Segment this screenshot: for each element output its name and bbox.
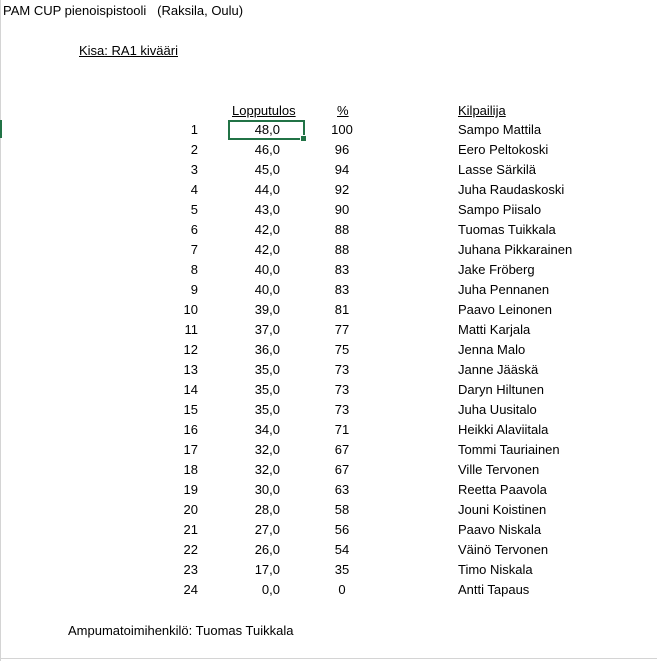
percent-cell[interactable]: 75 bbox=[334, 342, 350, 357]
rank-cell[interactable]: 6 bbox=[190, 222, 198, 237]
table-row bbox=[0, 340, 657, 360]
header-percent[interactable]: % bbox=[337, 103, 349, 118]
name-cell[interactable]: Juha Pennanen bbox=[458, 282, 550, 297]
table-row bbox=[0, 560, 657, 580]
event-label[interactable]: Kisa: RA1 kivääri bbox=[79, 43, 178, 58]
table-row bbox=[0, 320, 657, 340]
table-row bbox=[0, 200, 657, 220]
score-cell[interactable]: 39,0 bbox=[254, 302, 280, 317]
score-cell[interactable]: 17,0 bbox=[254, 562, 280, 577]
percent-cell[interactable]: 67 bbox=[334, 462, 350, 477]
rank-cell[interactable]: 12 bbox=[183, 342, 198, 357]
rank-cell[interactable]: 16 bbox=[183, 422, 198, 437]
name-cell[interactable]: Juha Raudaskoski bbox=[458, 182, 565, 197]
table-row bbox=[0, 540, 657, 560]
score-cell[interactable]: 35,0 bbox=[254, 382, 280, 397]
name-cell[interactable]: Jouni Koistinen bbox=[458, 502, 547, 517]
score-cell[interactable]: 35,0 bbox=[254, 362, 280, 377]
rank-cell[interactable]: 11 bbox=[184, 322, 198, 337]
rank-cell[interactable]: 9 bbox=[190, 282, 198, 297]
score-cell[interactable]: 35,0 bbox=[254, 402, 280, 417]
score-cell[interactable]: 30,0 bbox=[254, 482, 280, 497]
name-cell[interactable]: Juha Uusitalo bbox=[458, 402, 537, 417]
score-cell[interactable]: 40,0 bbox=[254, 282, 280, 297]
percent-cell[interactable]: 77 bbox=[334, 322, 350, 337]
score-cell[interactable]: 26,0 bbox=[254, 542, 280, 557]
rank-cell[interactable]: 8 bbox=[190, 262, 198, 277]
score-cell[interactable]: 32,0 bbox=[254, 462, 280, 477]
header-score[interactable]: Lopputulos bbox=[232, 103, 296, 118]
name-cell[interactable]: Paavo Leinonen bbox=[458, 302, 552, 317]
rank-cell[interactable]: 10 bbox=[183, 302, 198, 317]
sheet-bottom-border bbox=[0, 658, 657, 659]
rank-cell[interactable]: 1 bbox=[190, 122, 198, 137]
rank-cell[interactable]: 2 bbox=[190, 142, 198, 157]
rank-cell[interactable]: 14 bbox=[183, 382, 198, 397]
percent-cell[interactable]: 73 bbox=[334, 402, 350, 417]
header-name[interactable]: Kilpailija bbox=[458, 103, 506, 118]
table-row bbox=[0, 400, 657, 420]
table-row bbox=[0, 180, 657, 200]
table-row bbox=[0, 520, 657, 540]
rank-cell[interactable]: 22 bbox=[183, 542, 198, 557]
score-cell[interactable]: 45,0 bbox=[254, 162, 280, 177]
name-cell[interactable]: Lasse Särkilä bbox=[458, 162, 537, 177]
name-cell[interactable]: Eero Peltokoski bbox=[458, 142, 549, 157]
table-row bbox=[0, 240, 657, 260]
name-cell[interactable]: Tommi Tauriainen bbox=[458, 442, 560, 457]
score-cell[interactable]: 40,0 bbox=[254, 262, 280, 277]
percent-cell[interactable]: 71 bbox=[334, 422, 350, 437]
rank-cell[interactable]: 21 bbox=[183, 522, 198, 537]
table-row bbox=[0, 420, 657, 440]
score-cell[interactable]: 48,0 bbox=[254, 122, 280, 137]
percent-cell[interactable]: 63 bbox=[334, 482, 350, 497]
percent-cell[interactable]: 100 bbox=[331, 122, 353, 137]
official-footer[interactable]: Ampumatoimihenkilö: Tuomas Tuikkala bbox=[68, 623, 294, 638]
rank-cell[interactable]: 20 bbox=[183, 502, 198, 517]
percent-cell[interactable]: 81 bbox=[334, 302, 350, 317]
table-row bbox=[0, 220, 657, 240]
rank-cell[interactable]: 19 bbox=[183, 482, 198, 497]
name-cell[interactable]: Janne Jääskä bbox=[458, 362, 539, 377]
percent-cell[interactable]: 83 bbox=[334, 262, 350, 277]
percent-cell[interactable]: 0 bbox=[338, 582, 346, 597]
table-row bbox=[0, 260, 657, 280]
table-row bbox=[0, 380, 657, 400]
name-cell[interactable]: Heikki Alaviitala bbox=[458, 422, 549, 437]
rank-cell[interactable]: 5 bbox=[190, 202, 198, 217]
rank-cell[interactable]: 4 bbox=[190, 182, 198, 197]
score-cell[interactable]: 43,0 bbox=[254, 202, 280, 217]
score-cell[interactable]: 46,0 bbox=[254, 142, 280, 157]
name-cell[interactable]: Daryn Hiltunen bbox=[458, 382, 544, 397]
table-row bbox=[0, 120, 657, 140]
percent-cell[interactable]: 56 bbox=[334, 522, 350, 537]
name-cell[interactable]: Sampo Mattila bbox=[458, 122, 542, 137]
percent-cell[interactable]: 88 bbox=[334, 242, 350, 257]
score-cell[interactable]: 0,0 bbox=[261, 582, 280, 597]
rank-cell[interactable]: 23 bbox=[183, 562, 198, 577]
name-cell[interactable]: Väinö Tervonen bbox=[458, 542, 549, 557]
rank-cell[interactable]: 17 bbox=[183, 442, 198, 457]
name-cell[interactable]: Sampo Piisalo bbox=[458, 202, 542, 217]
score-cell[interactable]: 34,0 bbox=[254, 422, 280, 437]
table-row bbox=[0, 140, 657, 160]
name-cell[interactable]: Jenna Malo bbox=[458, 342, 526, 357]
percent-cell[interactable]: 58 bbox=[334, 502, 350, 517]
percent-cell[interactable]: 90 bbox=[334, 202, 350, 217]
percent-cell[interactable]: 54 bbox=[334, 542, 350, 557]
table-row bbox=[0, 580, 657, 600]
table-row bbox=[0, 280, 657, 300]
percent-cell[interactable]: 96 bbox=[334, 142, 350, 157]
results-table bbox=[0, 120, 657, 600]
percent-cell[interactable]: 88 bbox=[334, 222, 350, 237]
score-cell[interactable]: 36,0 bbox=[254, 342, 280, 357]
name-cell[interactable]: Paavo Niskala bbox=[458, 522, 542, 537]
name-cell[interactable]: Tuomas Tuikkala bbox=[458, 222, 556, 237]
table-row bbox=[0, 160, 657, 180]
sheet-title[interactable]: PAM CUP pienoispistooli (Raksila, Oulu) bbox=[3, 3, 244, 18]
name-cell[interactable]: Ville Tervonen bbox=[458, 462, 540, 477]
percent-cell[interactable]: 35 bbox=[334, 562, 350, 577]
percent-cell[interactable]: 67 bbox=[334, 442, 350, 457]
rank-cell[interactable]: 18 bbox=[183, 462, 198, 477]
rank-cell[interactable]: 13 bbox=[183, 362, 198, 377]
percent-cell[interactable]: 94 bbox=[334, 162, 350, 177]
table-row bbox=[0, 360, 657, 380]
table-row bbox=[0, 480, 657, 500]
score-cell[interactable]: 42,0 bbox=[254, 222, 280, 237]
percent-cell[interactable]: 92 bbox=[334, 182, 350, 197]
percent-cell[interactable]: 83 bbox=[334, 282, 350, 297]
score-cell[interactable]: 28,0 bbox=[254, 502, 280, 517]
table-row bbox=[0, 500, 657, 520]
score-cell[interactable]: 42,0 bbox=[254, 242, 280, 257]
score-cell[interactable]: 27,0 bbox=[254, 522, 280, 537]
name-cell[interactable]: Matti Karjala bbox=[458, 322, 531, 337]
score-cell[interactable]: 37,0 bbox=[254, 322, 280, 337]
score-cell[interactable]: 32,0 bbox=[254, 442, 280, 457]
name-cell[interactable]: Timo Niskala bbox=[458, 562, 533, 577]
rank-cell[interactable]: 3 bbox=[190, 162, 198, 177]
rank-cell[interactable]: 15 bbox=[183, 402, 198, 417]
score-cell[interactable]: 44,0 bbox=[254, 182, 280, 197]
rank-cell[interactable]: 7 bbox=[190, 242, 198, 257]
name-cell[interactable]: Juhana Pikkarainen bbox=[458, 242, 573, 257]
table-row bbox=[0, 440, 657, 460]
percent-cell[interactable]: 73 bbox=[334, 362, 350, 377]
name-cell[interactable]: Reetta Paavola bbox=[458, 482, 547, 497]
name-cell[interactable]: Antti Tapaus bbox=[458, 582, 530, 597]
table-row bbox=[0, 460, 657, 480]
table-row bbox=[0, 300, 657, 320]
percent-cell[interactable]: 73 bbox=[334, 382, 350, 397]
rank-cell[interactable]: 24 bbox=[183, 582, 198, 597]
name-cell[interactable]: Jake Fröberg bbox=[458, 262, 535, 277]
